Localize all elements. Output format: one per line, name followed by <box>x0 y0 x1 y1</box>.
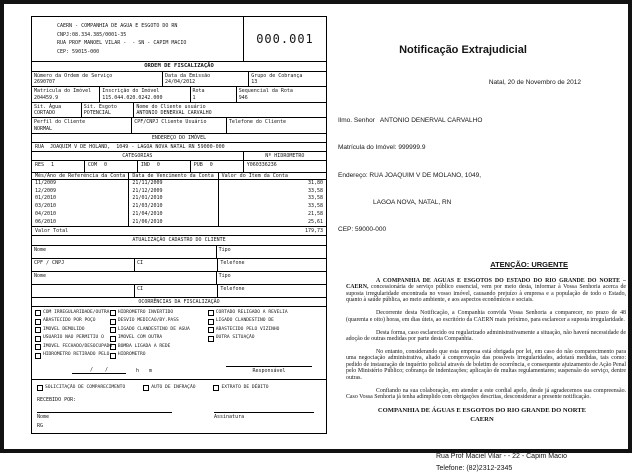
update-row-2 <box>32 259 326 272</box>
category-label: IND <box>140 161 150 168</box>
form-row-service-order <box>32 72 326 88</box>
occurrence-item <box>110 344 208 351</box>
section-header-occurrences: OCORRÊNCIAS DA FISCALIZAÇÃO <box>32 298 326 307</box>
hydrometer-block <box>244 152 326 171</box>
field-label: Telefone do Cliente <box>228 119 287 126</box>
field-label: Telefone <box>220 285 245 292</box>
category-value: 0 <box>156 161 160 168</box>
bill-reference-month: 11/2009 <box>32 180 129 188</box>
occurrence-item <box>35 310 110 317</box>
field-value: POTENCIAL <box>83 110 111 117</box>
occurrences-column-3 <box>208 310 323 361</box>
field-label: CPF / CNPJ <box>34 259 65 266</box>
field-label: Tipo <box>218 272 231 279</box>
field-label: Número da Ordem de Serviço <box>34 72 113 79</box>
letter-paragraph-2: Decorrente desta Notificação, a Companhia convida Vossa Senhoria a comparecer, no prazo de 48 (quarenta e oito) horas, em dias úteis, ao escritório da CAERN mais próximo, para esclarecer a suposta irregularidade. <box>346 310 626 323</box>
occurrence-item <box>208 335 323 342</box>
checkbox-icon <box>110 336 116 342</box>
update-phone-field <box>218 259 326 271</box>
field-value: CORTADO <box>34 110 56 117</box>
footer-office-address: Rua Prof Maciel Vilar - - 22 - Capim Macio <box>436 453 567 461</box>
field-label: Inscrição do Imóvel <box>102 88 160 95</box>
responsible-signature-line: Responsável <box>226 366 312 374</box>
category-value: 0 <box>103 161 107 168</box>
checkbox-icon <box>110 319 116 325</box>
categories-block <box>32 152 244 171</box>
category-cell <box>191 161 243 172</box>
bill-value: 33,58 <box>307 187 323 194</box>
checkbox-label: USUARIO NAO PERMITIU O <box>43 335 104 341</box>
field-emission-date <box>163 72 249 87</box>
category-label: COM <box>87 161 97 168</box>
letter-body <box>338 278 626 401</box>
recipient-block <box>338 98 626 253</box>
occurrence-item <box>110 335 208 342</box>
field-value: 2690707 <box>34 79 56 86</box>
form-row-status <box>32 103 326 119</box>
field-label: Tipo <box>218 246 231 253</box>
name-signature-block <box>37 412 172 430</box>
field-label: Perfil do Cliente <box>34 119 86 126</box>
bills-column-header-value: Valor do Item da Conta <box>221 172 288 179</box>
footer-office-phone: Telefone: (82)2312-2345 <box>436 465 513 473</box>
bill-value: 21,58 <box>307 210 323 217</box>
bill-row <box>32 188 326 196</box>
update-blank-field <box>32 285 135 297</box>
field-value: 13 <box>251 79 258 86</box>
bill-reference-month: 12/2009 <box>32 188 129 196</box>
paragraph-1-text: concessionária de serviço público essencial, vem por meio desta, informar à Vossa Senhoria acerca de suposta irregularidade encontrada no vosso imóvel, causando prejuízo à empresa e a população de todo o Estado, quanto à saúde pública, ao meio ambiente, e aos aspectos econômicos e sociais. <box>346 284 626 304</box>
field-route-sequence <box>237 87 326 102</box>
received-by-label: RECEBIDO POR: <box>37 396 77 403</box>
checkbox-label: IMOVEL COM OUTRA <box>117 335 163 341</box>
checkbox-icon <box>35 353 41 359</box>
field-client-profile <box>32 118 132 133</box>
checkbox-icon <box>143 385 149 391</box>
bills-total-label: Valor Total <box>35 228 69 235</box>
field-label: Matrícula do Imóvel <box>34 88 92 95</box>
checkbox-label: HIDROMETRO INVERTIDO <box>117 309 174 315</box>
recipient-cep: CEP: 59000-000 <box>338 226 387 234</box>
occurrence-item <box>208 327 323 334</box>
checkbox-label: OUTRA SITUAÇÃO <box>215 335 255 341</box>
footer-check-item <box>213 384 268 391</box>
checkbox-label: IMOVEL DEMOLIDO <box>43 326 85 332</box>
field-label: Grupo de Cobrança <box>251 72 303 79</box>
checkbox-label: HIDROMETRO <box>117 352 146 358</box>
field-value: ANTONIO DENERVAL CARVALHO <box>136 110 212 117</box>
checkbox-label: ABASTECIDO POR POÇO <box>43 318 96 324</box>
category-label: RES <box>35 161 45 168</box>
recipient-name: Ilmo. Senhor ANTONIO DENERVAL CARVALHO <box>338 117 483 125</box>
occurrence-item <box>208 310 323 317</box>
letter-footer <box>338 451 626 474</box>
category-cell <box>32 161 85 172</box>
category-cell <box>85 161 138 172</box>
occurrence-signature-row <box>32 362 326 379</box>
category-value: 1 <box>51 161 55 168</box>
occurrence-item <box>110 352 208 359</box>
checkbox-icon <box>35 327 41 333</box>
bill-value: 33,58 <box>307 203 323 210</box>
field-property-registration <box>32 87 100 102</box>
checkbox-label: COM IRREGULARIDADE/OUTRA <box>43 309 110 315</box>
field-value: 115.044.020.0242.000 <box>102 94 163 101</box>
field-label: Telefone <box>220 259 245 266</box>
field-sewage-status <box>82 103 135 118</box>
bill-reference-month: 01/2010 <box>32 195 129 203</box>
form-title: ORDEM DE FISCALIZAÇÃO <box>32 62 326 72</box>
bills-table-body <box>32 180 326 227</box>
recipient-address-line-1: Endereço: RUA JOAQUIM V DE MOLANO, 1049, <box>338 171 482 179</box>
occurrence-item <box>35 335 110 342</box>
name-signature-line: Nome <box>37 412 172 420</box>
bill-due-date: 21/04/2010 <box>129 211 218 219</box>
field-label: Nome <box>34 246 47 253</box>
field-order-number <box>32 72 163 87</box>
checkbox-label: BOMBA LIGADA A REDE <box>117 343 171 349</box>
field-label: Data da Emissão <box>165 72 211 79</box>
signature-block <box>214 412 314 430</box>
bill-reference-month: 03/2010 <box>32 203 129 211</box>
field-client-cpf <box>132 118 227 133</box>
checkbox-icon <box>37 385 43 391</box>
categories-header: CATEGORIAS <box>32 152 243 160</box>
update-name-field <box>32 246 217 258</box>
company-name: CAERN - COMPANHIA DE AGUA E ESGOTO DO RN <box>57 23 178 29</box>
signature-lines-row <box>37 412 321 430</box>
checkbox-icon <box>35 310 41 316</box>
hydrometer-header: Nº HIDROMETRO <box>244 152 326 160</box>
checkbox-label: DESVIO MEDICAO/BY.PASS <box>117 318 179 324</box>
update-type-field <box>217 246 326 258</box>
footer-checkbox-row <box>37 383 321 393</box>
field-water-status <box>32 103 82 118</box>
checkbox-icon <box>110 310 116 316</box>
checkbox-label: LIGADO CLANDESTINO DE <box>215 318 274 324</box>
checkbox-icon <box>110 327 116 333</box>
checkbox-icon <box>208 319 214 325</box>
signature-company-acronym: CAERN <box>470 415 494 423</box>
checkbox-label: HIDROMETRO RETIRADO PELO <box>43 352 110 358</box>
field-label: CI <box>137 285 144 292</box>
attention-urgent-label: ATENÇÃO: URGENTE <box>490 259 568 269</box>
bill-row <box>32 195 326 203</box>
bill-due-date: 21/06/2010 <box>129 219 218 227</box>
checkbox-icon <box>208 336 214 342</box>
occurrence-item <box>35 318 110 325</box>
occurrence-item <box>110 310 208 317</box>
form-footer <box>32 379 326 433</box>
property-address-value: RUA JOAQUIM V DE HOLAND, 1049 - LAGOA NOVA NATAL RN 59000-000 <box>32 143 326 152</box>
checkbox-icon <box>208 310 214 316</box>
hydrometer-number: Y060336236 <box>246 161 277 168</box>
minute-label: m <box>149 367 153 374</box>
letter-paragraph-3: Desta forma, caso esclarecido ou regularizado administrativamente a situação, não haverá necessidade de adoção de outras medidas por parte desta Companhia. <box>346 329 626 342</box>
field-label: CI <box>137 259 144 266</box>
field-value: 1 <box>192 94 196 101</box>
field-label: Sit. Esgoto <box>83 103 117 110</box>
bill-reference-month: 06/2010 <box>32 219 129 227</box>
form-row-client <box>32 118 326 134</box>
bill-row <box>32 219 326 227</box>
checkbox-icon <box>213 385 219 391</box>
field-route <box>191 87 237 102</box>
checkbox-icon <box>35 319 41 325</box>
letter-date-line: Natal, 20 de Novembro de 2012 <box>488 79 581 86</box>
checkbox-label: SOLICITAÇÃO DE COMPARECIMENTO <box>45 384 126 390</box>
bill-value: 25,61 <box>307 218 323 225</box>
update-type-field-2 <box>217 272 326 284</box>
field-label: CPF/CNPJ Cliente Usuário <box>134 119 207 126</box>
update-row-3 <box>32 272 326 285</box>
checkbox-label: LIGADO CLANDESTINO DE AGUA <box>117 326 190 332</box>
occurrence-item <box>35 343 113 351</box>
update-row-4 <box>32 285 326 298</box>
rg-label: RG <box>37 423 44 430</box>
occurrences-checkbox-area <box>32 307 326 362</box>
update-row-1 <box>32 246 326 259</box>
bill-row <box>32 203 326 211</box>
update-ci-field-2 <box>135 285 218 297</box>
categories-section <box>32 152 326 172</box>
checkbox-icon <box>35 336 41 342</box>
bill-due-date: 21/12/2009 <box>129 188 218 196</box>
letter-title: Notificação Extrajudicial <box>399 44 527 56</box>
field-value: 204459.9 <box>34 94 59 101</box>
occurrence-item <box>110 318 208 325</box>
checkbox-label: AUTO DE INFRAÇÃO <box>151 384 196 390</box>
footer-check-item <box>37 384 125 391</box>
form-header <box>32 17 326 62</box>
category-cell <box>138 161 191 172</box>
checkbox-label: IMOVEL FECHADO/DESOCUPADO <box>43 343 113 349</box>
occurrence-item <box>35 352 110 359</box>
bills-total-row <box>32 226 326 236</box>
footer-check-item <box>143 384 195 391</box>
bills-column-header-reference: Mês/Ano de Referência da Conta <box>32 173 129 179</box>
field-value: NORMAL <box>34 125 53 132</box>
update-ci-field <box>135 259 218 271</box>
bill-due-date: 21/11/2009 <box>129 180 218 188</box>
occurrences-column-2 <box>110 310 208 361</box>
bills-table-header <box>32 173 326 180</box>
checkbox-label: EXTRATO DE DÉBITO <box>221 384 269 390</box>
letter-signature-block <box>338 407 626 424</box>
bill-value: 31,80 <box>307 179 323 186</box>
hour-label: h <box>136 367 140 374</box>
field-value: 946 <box>238 94 248 101</box>
inspection-order-form <box>31 16 327 434</box>
field-client-phone <box>227 118 326 133</box>
field-label: Sit. Água <box>34 103 62 110</box>
letter-paragraph-1 <box>346 278 626 304</box>
occurrences-column-1 <box>35 309 113 361</box>
bill-due-date: 21/03/2010 <box>129 203 218 211</box>
occurrence-item <box>110 327 208 334</box>
field-value: 24/04/2012 <box>165 79 196 86</box>
signature-line: Assinatura <box>214 412 314 420</box>
occurrence-item <box>208 318 323 325</box>
update-name-field-2 <box>32 272 217 284</box>
category-label: PUB <box>193 161 203 168</box>
date-fill-line: / / <box>72 367 126 374</box>
bill-value: 33,58 <box>307 195 323 202</box>
checkbox-icon <box>208 327 214 333</box>
field-client-name <box>134 103 326 118</box>
section-header-client-update: ATUALIZAÇÃO CADASTRO DO CLIENTE <box>32 236 326 245</box>
field-property-inscription <box>100 87 190 102</box>
checkbox-icon <box>110 353 116 359</box>
field-label: Nome <box>34 272 47 279</box>
field-label: Nome do Cliente usuário <box>136 103 206 110</box>
checkbox-icon <box>35 344 41 350</box>
document-number: 000.001 <box>243 17 326 61</box>
checkbox-icon <box>110 344 116 350</box>
update-phone-field-2 <box>218 285 326 297</box>
update-cpf-field <box>32 259 135 271</box>
company-cnpj: CNPJ:08.334.385/0001-35 <box>57 31 127 38</box>
letter-paragraph-5: Confiando na sua colaboração, em atender a este cordial apelo, desde já agradecemos sua compreensão. Caso Vossa Senhoria já tenha adimplido com obrigações descritas, desconsiderar a presente notificação. <box>346 387 626 401</box>
bills-column-header-due-date: Data de Vencimento da Conta <box>129 173 218 179</box>
categories-row <box>32 161 243 172</box>
checkbox-label: CORTADO RELIGADO A REVELIA <box>215 309 288 315</box>
extrajudicial-notification-letter <box>338 44 626 475</box>
bill-row <box>32 211 326 219</box>
checkbox-label: ABASTECIDO PELO VIZINHO <box>215 326 280 332</box>
company-address: RUA PROF MANOEL VILAR - - SN - CAPIM MACIO <box>57 40 187 46</box>
paragraph-1-bold-lead: A COMPANHIA DE AGUAS E ESGOTOS DO ESTADO DO RIO GRANDE DO NORTE – CAERN, <box>346 277 626 291</box>
company-cep: CEP: 59015-000 <box>57 48 100 55</box>
form-row-property <box>32 87 326 103</box>
recipient-registration: Matrícula do Imóvel: 999999.9 <box>338 144 426 152</box>
recipient-address-line-2: LAGOA NOVA, NATAL, RN <box>373 199 452 207</box>
letter-paragraph-4: No entanto, considerando que esta empresa está obrigada por lei, em caso do não comparecimento para uma negociação administrativa, aliado à comprovação das possíveis irregularidades, adotará medidas, tais como: pedido de instauração de inquérito policial através de boletim de ocorrência, e consequente ajuizamento de Ação Penal pelo Ministério Público; cobrança de indenizações; aplicação de multas regulamentares; suspensão do serviço, dentre outras. <box>346 348 626 381</box>
bill-due-date: 21/01/2010 <box>129 195 218 203</box>
field-label: Rota <box>192 88 205 95</box>
bills-total-value: 179,73 <box>304 228 323 235</box>
company-info-block <box>32 17 243 61</box>
field-billing-group <box>249 72 326 87</box>
field-label: Sequencial da Rota <box>238 88 293 95</box>
category-value: 0 <box>209 161 213 168</box>
bill-row <box>32 180 326 188</box>
bill-reference-month: 04/2010 <box>32 211 129 219</box>
occurrence-item <box>35 327 110 334</box>
section-header-property-address: ENDEREÇO DO IMÓVEL <box>32 134 326 143</box>
signature-company-name: COMPANHIA DE ÁGUAS E ESGOTOS DO RIO GRANDE DO NORTE <box>377 407 587 415</box>
